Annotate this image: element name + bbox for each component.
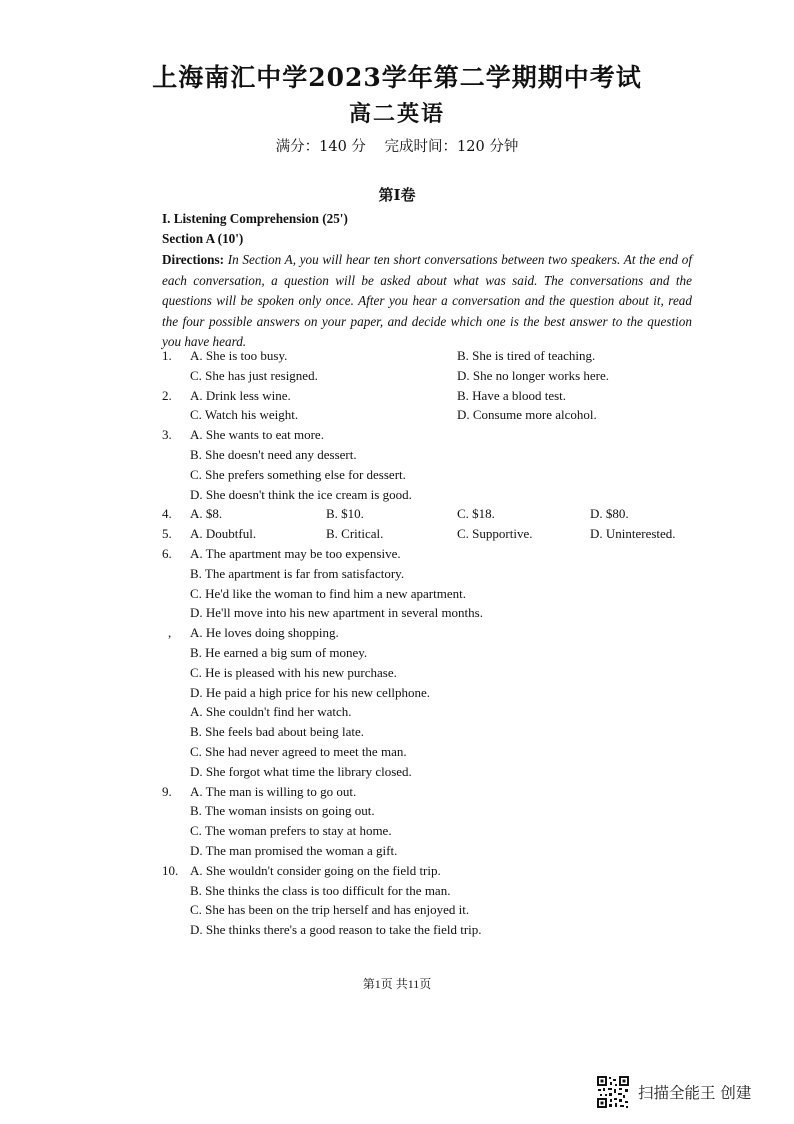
option: A. The apartment may be too expensive. [190,545,401,561]
option: D. He'll move into his new apartment in several months. [190,605,483,621]
option: B. $10. [326,506,364,522]
option: A. Drink less wine. [190,387,291,403]
option: B. He earned a big sum of money. [190,644,368,660]
option: C. He'd like the woman to find him a new apartment. [190,585,466,601]
question [162,524,692,544]
full-score: 满分：140 分 [275,139,366,155]
option: A. She couldn't find her watch. [190,704,352,720]
option: B. Have a blood test. [457,387,567,403]
option: D. She thinks there's a good reason to take the field trip. [190,922,482,938]
option: C. She has just resigned. [190,367,318,383]
option: A. She wants to eat more. [190,427,324,443]
option: B. She is tired of teaching. [457,348,596,363]
question-number: 5. [162,526,172,542]
option: D. He paid a high price for his new cellphone. [190,684,431,700]
page-footer: 第1页 共11页 [362,977,432,991]
question [162,544,692,623]
section-title: Section A (10') [162,231,244,246]
question-number: 4. [162,506,172,522]
option: D. She doesn't think the ice cream is good. [190,486,412,502]
option: D. She no longer works here. [457,367,609,383]
question [162,782,692,861]
question [162,425,692,504]
part-title: I. Listening Comprehension (25') [162,211,348,226]
question [162,702,692,781]
question [162,346,692,386]
option: C. $18. [457,506,495,522]
question-list [162,346,692,940]
question [162,623,692,702]
option: C. He is pleased with his new purchase. [190,664,397,680]
scanner-label: 扫描全能王 创建 [638,1084,752,1102]
option: B. She feels bad about being late. [190,724,365,740]
question-number: 3. [162,427,172,443]
question-number: 1. [162,348,172,363]
question-number: 6. [162,545,172,561]
option: D. She forgot what time the library closed. [190,763,412,779]
listening-section [162,209,692,353]
option: B. She doesn't need any dessert. [190,446,357,462]
option: A. She wouldn't consider going on the field trip. [190,862,441,878]
option: D. Uninterested. [590,526,676,542]
option: C. Supportive. [457,526,533,542]
exam-title: 上海南汇中学2023学年第二学期期中考试 [152,63,642,92]
time-limit: 完成时间：120 分钟 [384,139,519,155]
qr-code-icon [596,1075,630,1109]
question-number: 2. [162,387,172,403]
exam-meta [0,135,794,156]
option: C. The woman prefers to stay at home. [190,823,392,839]
option: C. She prefers something else for dessert. [190,466,406,482]
directions-label: Directions: [162,252,225,267]
question [162,504,692,524]
question [162,861,692,940]
question [162,386,692,426]
volume-label: 第I卷 [378,186,416,204]
option: B. The woman insists on going out. [190,803,375,819]
scanner-watermark [596,1074,751,1110]
question-number: 10. [162,862,179,878]
directions-text: In Section A, you will hear ten short conversations between two speakers. At the end of each conversation, a question will be asked about what was said. The conversations and the questions will be spoken only once. After you hear a conversation and the question about it, read the four possible answers on your paper, and decide which one is the best answer to the question you have heard. [162,252,692,349]
option: B. The apartment is far from satisfactory. [190,565,405,581]
option: C. She had never agreed to meet the man. [190,743,407,759]
option: B. She thinks the class is too difficult for the man. [190,882,451,898]
option: D. $80. [590,506,629,522]
option: C. She has been on the trip herself and has enjoyed it. [190,902,470,918]
option: A. $8. [190,506,223,522]
option: A. She is too busy. [190,348,288,363]
option: D. Consume more alcohol. [457,407,597,423]
option: B. Critical. [326,526,384,542]
question-number: 9. [162,783,172,799]
exam-subtitle: 高二英语 [348,101,445,127]
directions [162,250,692,353]
option: A. Doubtful. [190,526,257,542]
option: A. The man is willing to go out. [190,783,357,799]
option: C. Watch his weight. [190,407,299,423]
question-number: , [168,625,172,641]
option: D. The man promised the woman a gift. [190,842,398,858]
option: A. He loves doing shopping. [190,625,339,641]
